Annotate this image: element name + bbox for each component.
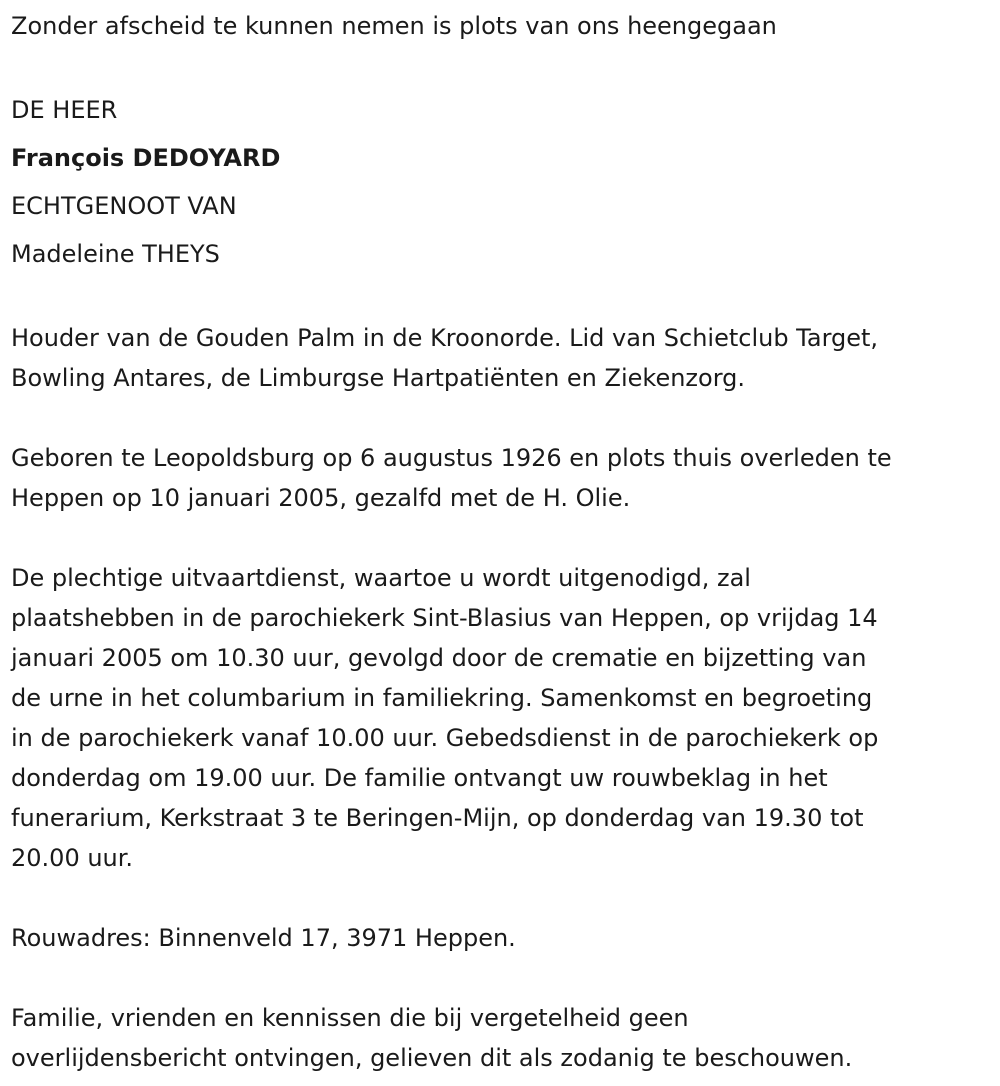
paragraph-line: Bowling Antares, de Limburgse Hartpatiënten en Ziekenzorg. — [11, 364, 746, 392]
deceased-name: François DEDOYARD — [11, 144, 281, 172]
paragraph-line: overlijdensbericht ontvingen, gelieven dit als zodanig te beschouwen. — [11, 1044, 853, 1072]
deceased-block — [11, 86, 1000, 278]
memberships-paragraph — [11, 318, 1000, 398]
paragraph-line: donderdag om 19.00 uur. De familie ontvangt uw rouwbeklag in het — [11, 764, 828, 792]
paragraph-line: funerarium, Kerkstraat 3 te Beringen-Mijn, op donderdag van 19.30 tot — [11, 804, 864, 832]
paragraph-line: 20.00 uur. — [11, 844, 134, 872]
birth-death-paragraph — [11, 438, 1000, 518]
closing-paragraph — [11, 998, 1000, 1078]
funeral-paragraph — [11, 558, 1000, 878]
mourning-address: Rouwadres: Binnenveld 17, 3971 Heppen. — [11, 924, 516, 952]
paragraph-line: Heppen op 10 januari 2005, gezalfd met de H. Olie. — [11, 484, 631, 512]
spouse-name: Madeleine THEYS — [11, 240, 220, 268]
address-paragraph — [11, 918, 1000, 958]
paragraph-line: de urne in het columbarium in familiekring. Samenkomst en begroeting — [11, 684, 873, 712]
title-text: DE HEER — [11, 96, 118, 124]
relation-text: ECHTGENOOT VAN — [11, 192, 237, 220]
paragraph-line: in de parochiekerk vanaf 10.00 uur. Gebedsdienst in de parochiekerk op — [11, 724, 879, 752]
paragraph-line: Houder van de Gouden Palm in de Kroonorde. Lid van Schietclub Target, — [11, 324, 879, 352]
intro-text: Zonder afscheid te kunnen nemen is plots van ons heengegaan — [11, 12, 777, 40]
paragraph-line: plaatshebben in de parochiekerk Sint-Blasius van Heppen, op vrijdag 14 — [11, 604, 878, 632]
paragraph-line: Familie, vrienden en kennissen die bij vergetelheid geen — [11, 1004, 689, 1032]
paragraph-line: Geboren te Leopoldsburg op 6 augustus 1926 en plots thuis overleden te — [11, 444, 892, 472]
paragraph-line: januari 2005 om 10.30 uur, gevolgd door de crematie en bijzetting van — [11, 644, 867, 672]
paragraph-line: De plechtige uitvaartdienst, waartoe u wordt uitgenodigd, zal — [11, 564, 751, 592]
